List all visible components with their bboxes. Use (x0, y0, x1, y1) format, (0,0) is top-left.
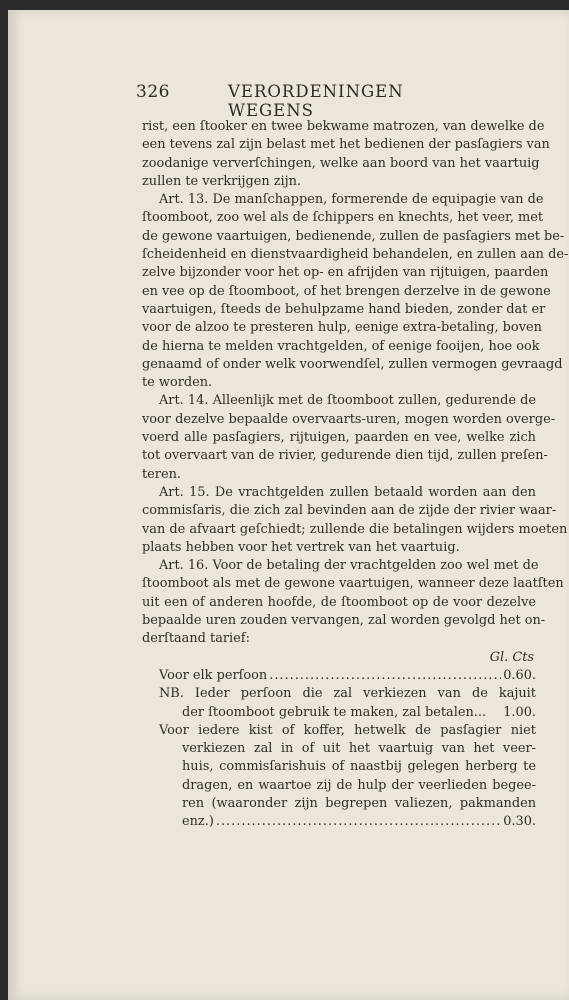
article-14-start: Art. 14. Alleenlijk met de ſtoomboot zullen, gedurende de (159, 393, 536, 409)
text-line: plaats hebben voor het vertrek van het vaartuig. (142, 539, 460, 555)
chest-line: Voor iedere kist of koffer, hetwelk de pasſagier niet (159, 722, 536, 738)
text-line: voor de alzoo te presteren hulp, eenige extra-betaling, boven (142, 320, 542, 336)
leader-dots (269, 667, 501, 685)
tariff-label: der ſtoomboot gebruik te maken, zal betalen... (182, 704, 487, 720)
page-header (136, 82, 456, 120)
tariff-row-chest (142, 813, 536, 831)
text-line: zullen te verkrijgen zijn. (142, 173, 302, 189)
chest-line: ren (waaronder zijn begrepen valiezen, pakmanden (182, 795, 536, 811)
text-line: te worden. (142, 375, 213, 391)
text-line: uit een of anderen hoofde, de ſtoomboot op de voor dezelve (142, 594, 536, 610)
tariff-row-cabin (142, 704, 536, 722)
tariff-label: enz.) (182, 814, 214, 830)
tariff-amount: 0.60. (503, 667, 536, 683)
text-line: tot overvaart van de rivier, gedurende dien tijd, zullen preſen- (142, 448, 548, 464)
tariff-amount: 0.30. (503, 814, 536, 830)
tariff-row-person (142, 667, 536, 685)
chest-line: huis, commisſarishuis of naastbij gelegen herberg te (182, 759, 536, 775)
currency-heading: Gl. Cts (489, 649, 534, 665)
text-line: bepaalde uren zouden vervangen, zal worden gevolgd het on- (142, 613, 546, 629)
chest-line: dragen, en waartoe zij de hulp der veerlieden begee- (182, 777, 536, 793)
text-line: voerd alle pasſagiers, rijtuigen, paarden en vee, welke zich (142, 430, 536, 446)
page-number: 326 (136, 82, 170, 102)
article-13-start: Art. 13. De manſchappen, formerende de equipagie van de (159, 192, 544, 208)
text-line: genaamd of onder welk voorwendſel, zullen vermogen gevraagd (142, 356, 563, 372)
article-15-start: Art. 15. De vrachtgelden zullen betaald worden aan den (159, 484, 536, 500)
nb-note-line: NB. Ieder perſoon die zal verkiezen van de kajuit (159, 686, 536, 702)
tariff-label: Voor elk perſoon (159, 667, 268, 683)
text-line: zoodanige ververſchingen, welke aan boord van het vaartuig (142, 155, 540, 171)
page-body (142, 118, 569, 832)
text-line: voor dezelve bepaalde overvaarts-uren, mogen worden overge- (142, 411, 556, 427)
text-line: derſtaand tarief: (142, 631, 250, 647)
text-line: teren. (142, 466, 181, 482)
running-title: VERORDENINGEN WEGENS (228, 82, 404, 120)
text-line: zelve bijzonder voor het op- en afrijden van rijtuigen, paarden (142, 265, 549, 281)
chest-line: verkiezen zal in of uit het vaartuig van het veer- (182, 741, 536, 757)
text-line: de hierna te melden vrachtgelden, of eenige fooijen, hoe ook (142, 338, 540, 354)
text-line: de gewone vaartuigen, bedienende, zullen de pasſagiers met be- (142, 228, 565, 244)
text-line: en vee op de ſtoomboot, of het brengen derzelve in de gewone (142, 283, 551, 299)
text-line: een tevens zal zijn belast met het bedienen der pasſagiers van (142, 137, 550, 153)
text-line: van de afvaart geſchiedt; zullende die betalingen wijders moeten (142, 521, 568, 537)
text-line: ſtoomboot, zoo wel als de ſchippers en knechts, het veer, met (142, 210, 544, 226)
text-line: vaartuigen, ſteeds de behulpzame hand bieden, zonder dat er (142, 301, 546, 317)
text-line: ſtoomboot als met de gewone vaartuigen, wanneer deze laatſten (142, 576, 564, 592)
tariff-amount: 1.00. (503, 704, 536, 720)
text-line: rist, een ſtooker en twee bekwame matrozen, van dewelke de (142, 119, 545, 134)
text-line: commisſaris, die zich zal bevinden aan de zijde der rivier waar- (142, 503, 557, 519)
leader-dots (216, 813, 501, 831)
article-16-start: Art. 16. Voor de betaling der vrachtgelden zoo wel met de (159, 558, 539, 574)
text-line: ſcheidenheid en dienstvaardigheid behandelen, en zullen aan de- (142, 247, 569, 263)
